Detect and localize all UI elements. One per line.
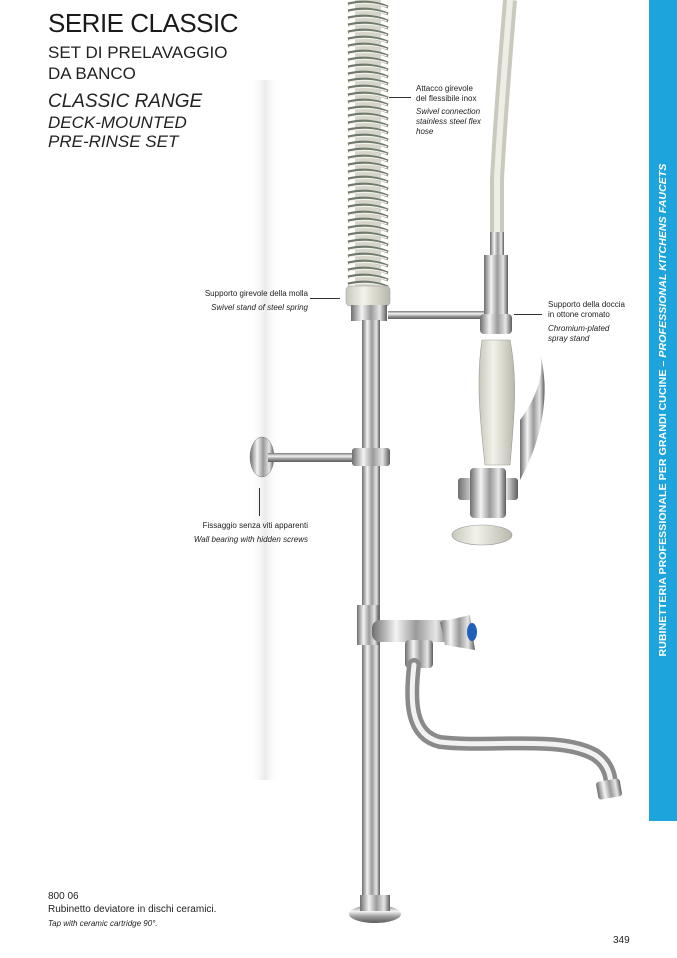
subtitle-en-line3: PRE-RINSE SET [48,132,179,151]
callout-spray-stand-it-1: Supporto della doccia [548,300,625,309]
callout-spray-stand-en-2: spray stand [548,334,590,343]
product-description-it: Rubinetto deviatore in dischi ceramici. [48,904,217,915]
callout-swivel-connection-it-1: Attacco girevole [416,84,473,93]
callout-line-spray-stand [514,314,542,315]
callout-line-wall-bearing [259,488,260,516]
callout-line-swivel-connection [389,97,411,98]
callout-swivel-connection-en-3: hose [416,127,434,136]
callout-spring-stand-it: Supporto girevole della molla [204,289,308,298]
subtitle-en-line1: CLASSIC RANGE [48,91,203,112]
product-code: 800 06 [48,891,79,902]
page-number: 349 [613,935,630,946]
callout-swivel-connection-en-1: Swivel connection [416,107,481,116]
product-description-en: Tap with ceramic cartridge 90°. [48,919,158,928]
callout-spray-stand-en-1: Chromium-plated [548,324,610,333]
callout-spray-stand-it-2: in ottone cromato [548,310,610,319]
sidebar-text-italic: PROFESSIONAL KITCHENS FAUCETS [657,163,669,358]
callout-line-spring-stand [310,298,340,299]
callout-swivel-connection-it-2: del flessibile inox [416,94,477,103]
callout-spring-stand-en: Swivel stand of steel spring [211,303,308,312]
subtitle-it-line2: DA BANCO [48,64,136,83]
subtitle-en-line2: DECK-MOUNTED [48,113,187,132]
callout-swivel-connection-en-2: stainless steel flex [416,117,481,126]
sidebar-text-main: RUBINETTERIA PROFESSIONALE PER GRANDI CUCINE – [657,357,669,657]
sidebar-text [657,164,669,657]
page-title: SERIE CLASSIC [48,8,239,38]
callout-wall-bearing-en: Wall bearing with hidden screws [193,535,308,544]
subtitle-it-line1: SET DI PRELAVAGGIO [48,43,228,62]
callout-wall-bearing-it: Fissaggio senza viti apparenti [202,521,308,530]
